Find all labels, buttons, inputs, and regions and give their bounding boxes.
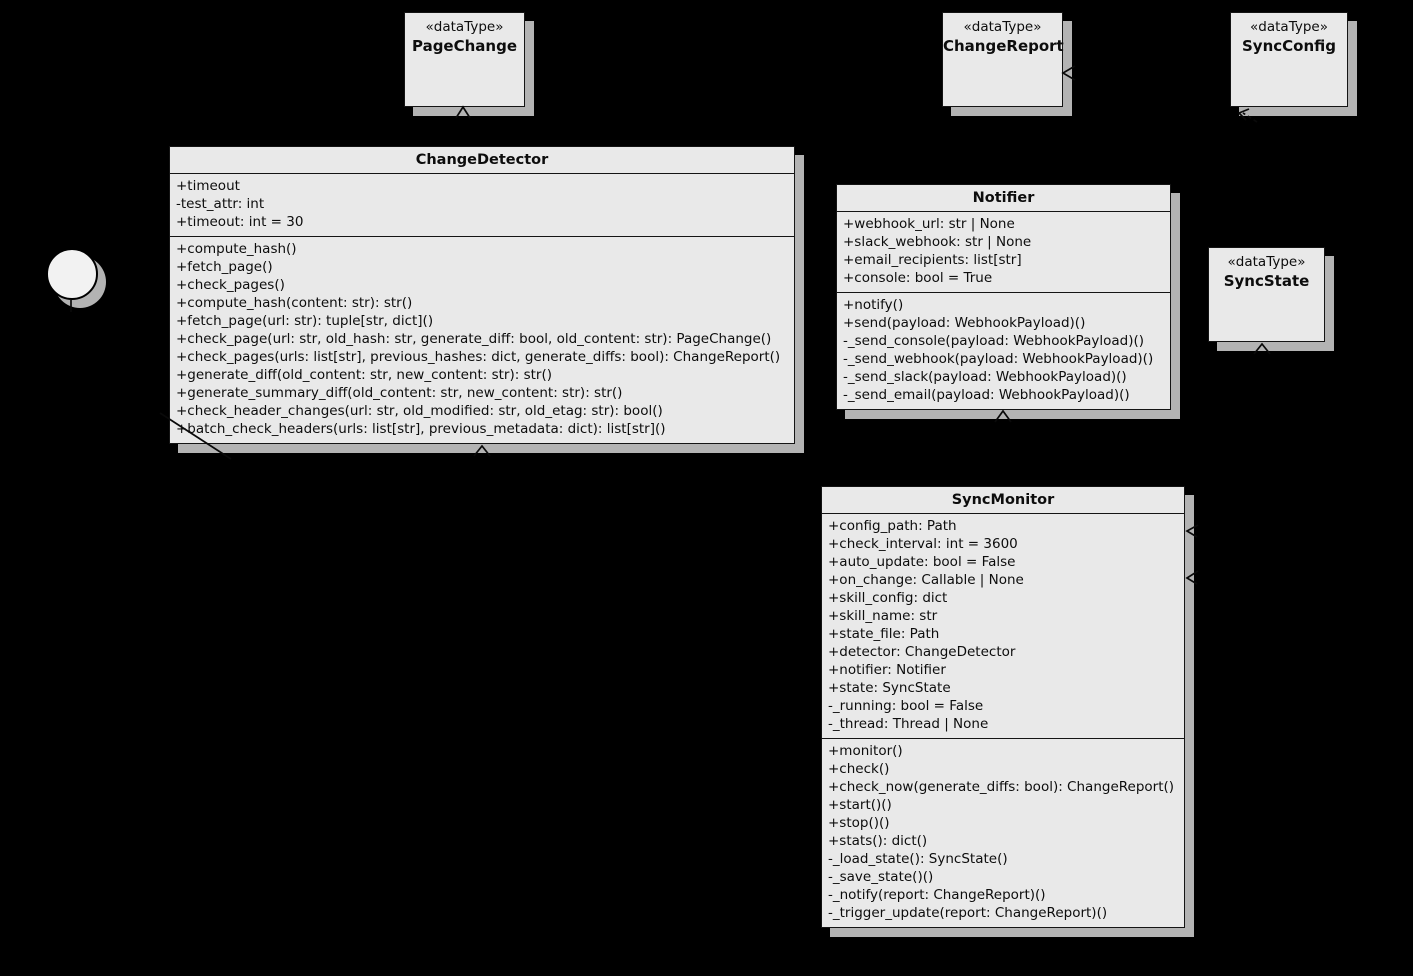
stereotype-label: «dataType»	[1250, 19, 1328, 35]
member-line: +fetch_page(url: str): tuple[str, dict]()	[176, 313, 434, 329]
member-line: +check_pages(urls: list[str], previous_hashes: dict, generate_diffs: bool): ChangeReport()	[176, 349, 781, 365]
member-line: +check()	[828, 761, 890, 777]
datatype-name: SyncConfig	[1242, 37, 1336, 55]
member-line: -_save_state()()	[828, 869, 934, 885]
methods-section	[822, 739, 1184, 927]
dashed-arrowhead-syncmonitor-1-icon	[1187, 525, 1198, 537]
member-line: +check_pages()	[176, 277, 285, 293]
arrowhead-left-changereport-icon	[1063, 66, 1075, 80]
member-line: +slack_webhook: str | None	[843, 234, 1032, 250]
member-line: +compute_hash(content: str): str()	[176, 295, 413, 311]
interface-lollipop-icon[interactable]	[46, 248, 98, 300]
class-title: ChangeDetector	[170, 147, 794, 174]
datatype-name: ChangeReport	[943, 37, 1064, 55]
member-line: +stop()()	[828, 815, 890, 831]
member-line: +check_now(generate_diffs: bool): ChangeReport()	[828, 779, 1175, 795]
dashed-arrowhead-syncmonitor-2-icon	[1187, 571, 1198, 584]
member-line: -_running: bool = False	[828, 698, 984, 714]
member-line: +notifier: Notifier	[828, 662, 946, 678]
member-line: +webhook_url: str | None	[843, 216, 1015, 232]
member-line: +detector: ChangeDetector	[828, 644, 1016, 660]
member-line: +fetch_page()	[176, 259, 273, 275]
attributes-section	[822, 514, 1184, 739]
datatype-name: PageChange	[411, 37, 518, 55]
stereotype-label: «dataType»	[963, 19, 1042, 35]
attributes-section	[170, 174, 794, 237]
class-title: Notifier	[837, 185, 1170, 212]
member-line: +batch_check_headers(urls: list[str], previous_metadata: dict): list[str]()	[176, 421, 666, 437]
member-line: +email_recipients: list[str]	[843, 252, 1022, 268]
member-line: +stats(): dict()	[828, 833, 928, 849]
member-line: +check_page(url: str, old_hash: str, generate_diff: bool, old_content: str): PageChange()	[176, 331, 772, 347]
member-line: -_send_slack(payload: WebhookPayload)()	[843, 369, 1127, 385]
member-line: +console: bool = True	[843, 270, 993, 286]
arrowhead-up-changedetector-icon	[474, 446, 490, 456]
class-box-changedetector[interactable]	[169, 146, 795, 444]
datatype-box-syncstate[interactable]	[1208, 247, 1325, 342]
class-box-syncmonitor[interactable]	[821, 486, 1185, 928]
member-line: +state: SyncState	[828, 680, 951, 696]
class-title: SyncMonitor	[822, 487, 1184, 514]
methods-section	[837, 293, 1170, 409]
member-line: -_notify(report: ChangeReport)()	[828, 887, 1046, 903]
arrowhead-up-notifier-icon	[995, 411, 1011, 422]
dashed-arrowhead-syncconfig-icon	[1239, 109, 1257, 122]
class-box-notifier[interactable]	[836, 184, 1171, 410]
methods-section	[170, 237, 794, 443]
member-line: -_send_console(payload: WebhookPayload)()	[843, 333, 1144, 349]
member-line: +config_path: Path	[828, 518, 957, 534]
member-line: +generate_diff(old_content: str, new_content: str): str()	[176, 367, 552, 383]
member-line: -_trigger_update(report: ChangeReport)()	[828, 905, 1108, 921]
member-line: +skill_name: str	[828, 608, 938, 624]
member-line: -test_attr: int	[176, 196, 265, 212]
member-line: +start()()	[828, 797, 892, 813]
datatype-box-syncconfig[interactable]	[1230, 12, 1348, 107]
member-line: +notify()	[843, 297, 904, 313]
member-line: +monitor()	[828, 743, 903, 759]
member-line: -_send_webhook(payload: WebhookPayload)()	[843, 351, 1154, 367]
member-line: -_thread: Thread | None	[828, 716, 989, 732]
arrowhead-up-syncstate-icon	[1254, 344, 1270, 354]
stereotype-label: «dataType»	[425, 19, 504, 35]
member-line: -_load_state(): SyncState()	[828, 851, 1008, 867]
member-line: +check_interval: int = 3600	[828, 536, 1018, 552]
member-line: +skill_config: dict	[828, 590, 948, 606]
datatype-box-changereport[interactable]	[942, 12, 1063, 107]
member-line: -_send_email(payload: WebhookPayload)()	[843, 387, 1130, 403]
member-line: +check_header_changes(url: str, old_modified: str, old_etag: str): bool()	[176, 403, 663, 419]
member-line: +timeout: int = 30	[176, 214, 304, 230]
arrowhead-up-pagechange-icon	[456, 107, 470, 118]
stereotype-label: «dataType»	[1227, 254, 1306, 270]
member-line: +state_file: Path	[828, 626, 940, 642]
datatype-box-pagechange[interactable]	[404, 12, 525, 107]
member-line: +timeout	[176, 178, 240, 194]
member-line: +auto_update: bool = False	[828, 554, 1016, 570]
attributes-section	[837, 212, 1170, 293]
member-line: +on_change: Callable | None	[828, 572, 1024, 588]
datatype-name: SyncState	[1223, 272, 1310, 290]
member-line: +generate_summary_diff(old_content: str, new_content: str): str()	[176, 385, 623, 401]
member-line: +send(payload: WebhookPayload)()	[843, 315, 1086, 331]
member-line: +compute_hash()	[176, 241, 297, 257]
